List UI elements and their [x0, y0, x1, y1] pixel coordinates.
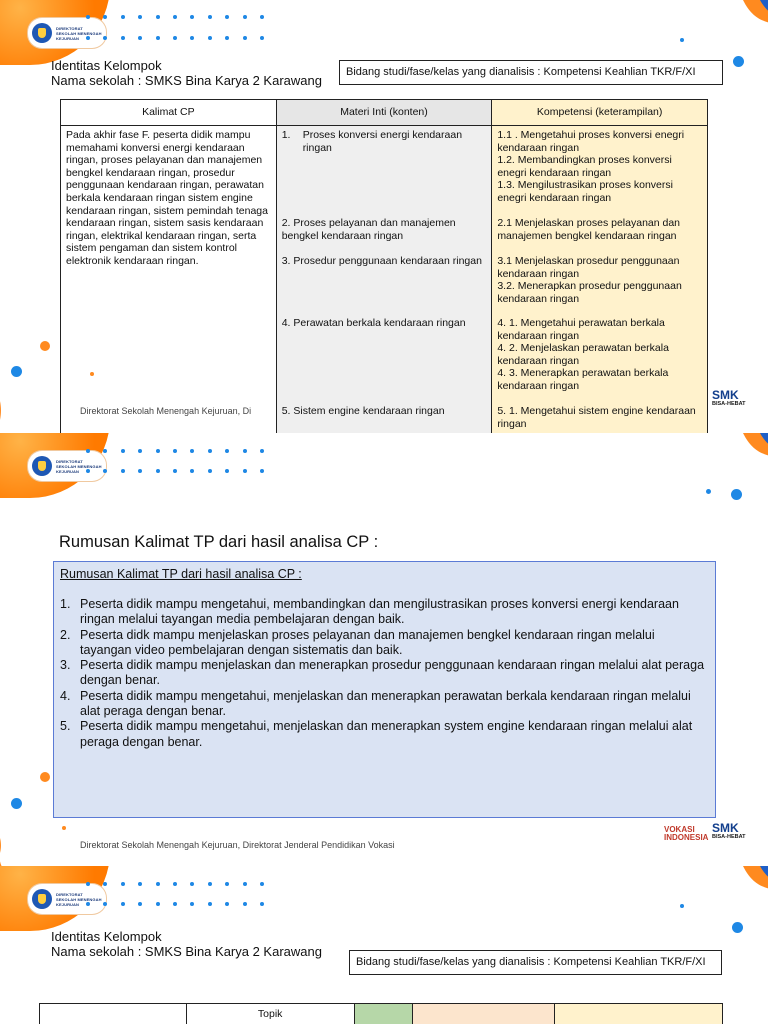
dot-decoration [732, 922, 743, 933]
directorate-logo [28, 18, 106, 48]
footer-directorate: Direktorat Sekolah Menengah Kejuruan, Di [80, 406, 252, 416]
table-header-cell [40, 1004, 187, 1024]
logo-line: DIREKTORAT [56, 891, 83, 897]
table-header-cell [413, 1004, 555, 1024]
kompetensi-item: 1.2. Membandingkan proses konversi enegri kendaraan ringan [497, 154, 672, 179]
kompetensi-item: 4. 2. Menjelaskan perawatan berkala kendaraan ringan [497, 342, 669, 367]
header-materi-inti: Materi Inti (konten) [276, 100, 492, 126]
table-header-topik: Topik [186, 1004, 354, 1024]
logo-line: KEJURUAN [56, 901, 80, 907]
dot-decoration [680, 904, 684, 908]
materi-item: 1. Proses konversi energi kendaraan ringan [281, 129, 463, 154]
tp-box-title: Rumusan Kalimat TP dari hasil analisa CP : [60, 567, 302, 581]
directorate-logo [28, 884, 106, 914]
kompetensi-group [497, 217, 702, 242]
materi-cell [276, 126, 492, 434]
kompetensi-item: 4. 3. Menerapkan perawatan berkala kendaraan ringan [497, 367, 669, 392]
materi-item: 4. Perawatan berkala kendaraan ringan [281, 317, 466, 329]
kompetensi-group [497, 129, 702, 205]
dot-decoration [40, 772, 50, 782]
logo-line: KEJURUAN [56, 35, 80, 41]
kompetensi-item: 2.1 Menjelaskan proses pelayanan dan manajemen bengkel kendaraan ringan [497, 217, 681, 242]
dot-row-decoration [86, 15, 264, 19]
cp-analysis-table [60, 99, 708, 433]
header-kalimat-cp: Kalimat CP [61, 100, 277, 126]
kompetensi-cell [492, 126, 708, 434]
dot-decoration [40, 341, 50, 351]
vokasi-indonesia-logo: VOKASI INDONESIA [664, 825, 709, 842]
group-identity-label: Identitas Kelompok [51, 929, 162, 944]
tp-item: 1. Peserta didik mampu mengetahui, membandingkan dan mengilustrasikan proses konversi energi kendaraan ringan melalui tayangan media pembelajaran dengan baik. [60, 597, 679, 627]
header-kompetensi: Kompetensi (keterampilan) [492, 100, 708, 126]
tut-wuri-emblem-icon [32, 23, 52, 43]
directorate-logo [28, 451, 106, 481]
kompetensi-item: 3.2. Menerapkan prosedur penggunaan kendaraan ringan [497, 280, 682, 305]
dot-decoration [90, 372, 94, 376]
tp-content-box [53, 561, 716, 818]
slide-1 [0, 0, 768, 433]
kalimat-cp-cell [61, 126, 277, 434]
kalimat-cp-text: Pada akhir fase F. peserta didik mampu memahami konversi energi kendaraan ringan, proses pelayanan dan manajemen bengkel kendaraan ringan, prosedur penggunaan kendaraan ringan, perawatan berkala kendaraan ringan sistem engine kendaraan ringan, sistem pemindah tenaga kendaraan ringan, sistem sasis kendaraan ringan, elektrikal kendaraan ringan, serta sistem pengaman dan sistem kontrol elektronik kendaraan ringan. [66, 129, 268, 267]
kompetensi-item: 5. 1. Mengetahui sistem engine kendaraan ringan [497, 405, 696, 430]
tp-list [60, 597, 709, 750]
materi-item: 5. Sistem engine kendaraan ringan [281, 405, 445, 417]
table-header-cell [555, 1004, 723, 1024]
school-name: Nama sekolah : SMKS Bina Karya 2 Karawang [51, 944, 322, 959]
dot-decoration [706, 489, 711, 494]
dot-row-decoration [86, 449, 264, 453]
kompetensi-group [497, 317, 702, 393]
kompetensi-item: 3.1 Menjelaskan prosedur penggunaan kendaraan ringan [497, 255, 680, 280]
tp-item: 3. Peserta didik mampu menjelaskan dan menerapkan prosedur penggunaan kendaraan ringan melalui alat peraga dengan benar. [60, 658, 705, 688]
slide-2 [0, 433, 768, 866]
logo-line: DIREKTORAT [56, 458, 83, 464]
subject-field-box: Bidang studi/fase/kelas yang dianalisis : Kompetensi Keahlian TKR/F/XI [339, 60, 723, 85]
dot-row-decoration [86, 469, 264, 473]
wave-decoration-top-right [668, 866, 768, 936]
subject-field-box: Bidang studi/fase/kelas yang dianalisis : Kompetensi Keahlian TKR/F/XI [349, 950, 722, 975]
slide-3 [0, 866, 768, 1024]
dot-row-decoration [86, 882, 264, 886]
dot-row-decoration [86, 36, 264, 40]
dot-row-decoration [86, 902, 264, 906]
kompetensi-item: 1.3. Mengilustrasikan proses konversi enegri kendaraan ringan [497, 179, 673, 204]
wave-decoration-bottom-left [0, 345, 60, 433]
dot-decoration [733, 56, 744, 67]
logo-line: SEKOLAH MENENGAH [56, 463, 102, 469]
dot-decoration [731, 489, 742, 500]
wave-decoration-top-right [668, 433, 768, 503]
logo-line: KEJURUAN [56, 468, 80, 474]
table-header-cell [354, 1004, 413, 1024]
smk-bisa-hebat-logo: SMK BISA-HEBAT [712, 388, 746, 407]
tp-item: 2. Peserta didk mampu menjelaskan proses pelayanan dan manajemen bengkel kendaraan ringan melalui tayangan video pembelajaran dengan sistematis dan baik. [60, 627, 655, 657]
kompetensi-group [497, 405, 702, 430]
tp-item: 4. Peserta didik mampu mengetahui, menjelaskan dan menerapkan perawatan berkala kendaraan ringan melalui alat peraga dengan benar. [60, 688, 691, 719]
materi-item: 2. Proses pelayanan dan manajemen bengkel kendaraan ringan [281, 217, 456, 242]
tut-wuri-emblem-icon [32, 889, 52, 909]
wave-decoration-bottom-left [0, 768, 60, 866]
group-identity-label: Identitas Kelompok [51, 58, 162, 73]
tut-wuri-emblem-icon [32, 456, 52, 476]
dot-decoration [680, 38, 684, 42]
kompetensi-group [497, 255, 702, 305]
materi-item: 3. Prosedur penggunaan kendaraan ringan [281, 255, 482, 267]
tp-section-title: Rumusan Kalimat TP dari hasil analisa CP : [59, 533, 379, 551]
dot-decoration [11, 798, 22, 809]
kompetensi-item: 4. 1. Mengetahui perawatan berkala kendaraan ringan [497, 317, 665, 342]
smk-bisa-hebat-logo: SMK BISA-HEBAT [712, 821, 746, 840]
footer-directorate: Direktorat Sekolah Menengah Kejuruan, Direktorat Jenderal Pendidikan Vokasi [80, 840, 395, 850]
logo-line: SEKOLAH MENENGAH [56, 30, 102, 36]
dot-decoration [62, 826, 66, 830]
logo-line: SEKOLAH MENENGAH [56, 896, 102, 902]
school-name: Nama sekolah : SMKS Bina Karya 2 Karawang [51, 73, 322, 88]
topik-table [39, 1003, 723, 1024]
kompetensi-item: 1.1 . Mengetahui proses konversi enegri kendaraan ringan [497, 129, 685, 154]
tp-item: 5. Peserta didik mampu mengetahui, menjelaskan dan menerapkan system engine kendaraan ringan melalui alat peraga dengan benar. [60, 719, 693, 749]
logo-line: DIREKTORAT [56, 25, 83, 31]
dot-decoration [11, 366, 22, 377]
